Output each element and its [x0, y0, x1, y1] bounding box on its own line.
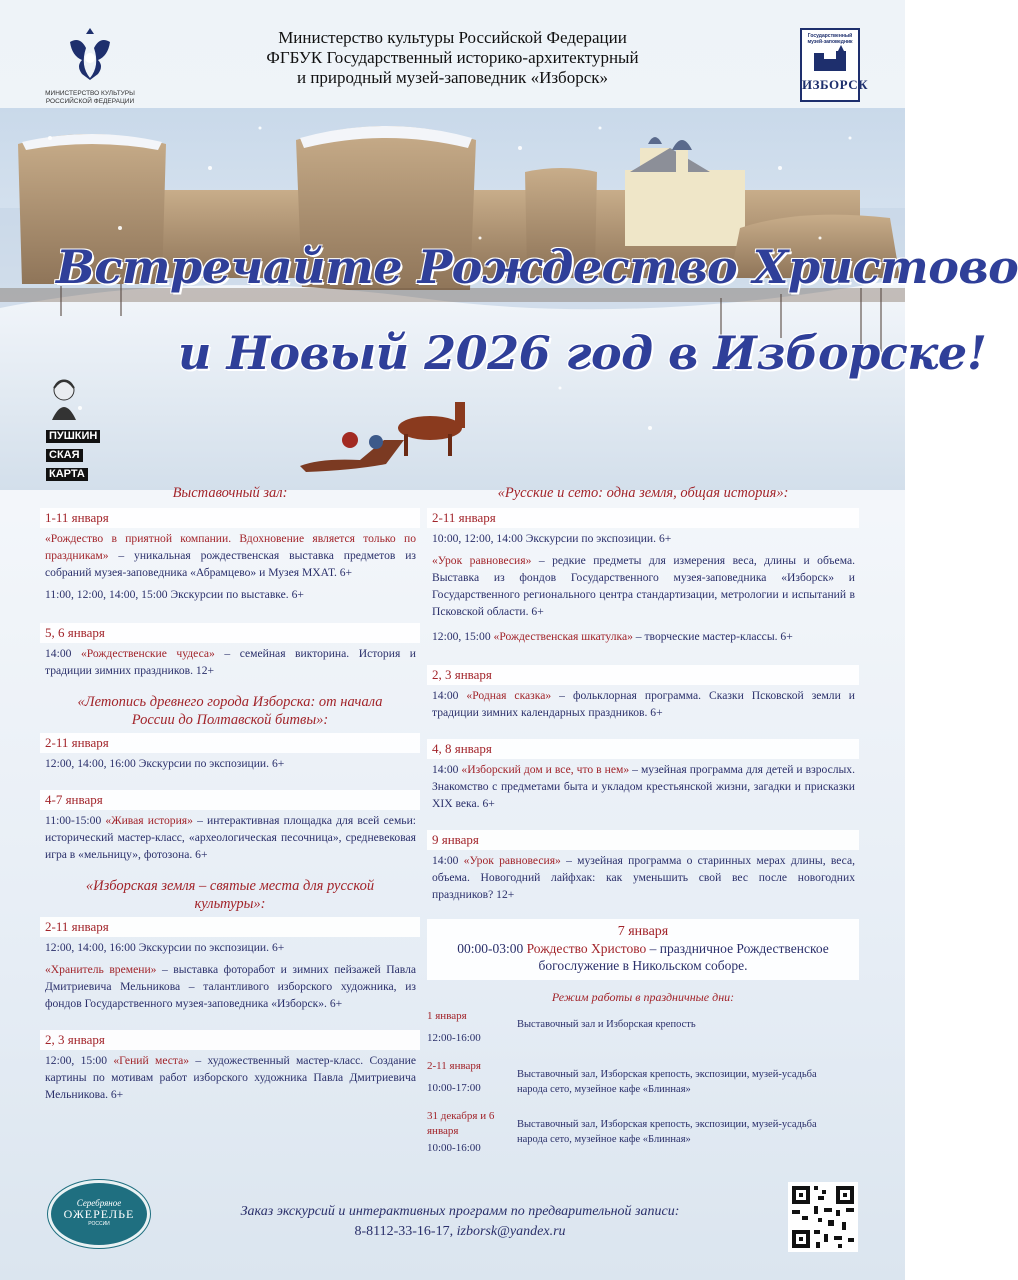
event-description	[40, 937, 420, 956]
ministry-logo	[40, 24, 140, 106]
pushkin-portrait-icon	[46, 376, 82, 420]
qr-code[interactable]	[788, 1182, 858, 1252]
event-description	[427, 850, 859, 903]
event-title: «Гений места»	[113, 1054, 190, 1067]
date-bar: 1-11 января	[40, 508, 420, 528]
event-description	[427, 685, 859, 721]
event-title: «Хранитель времени»	[45, 963, 157, 976]
event-time: 12:00, 15:00	[45, 1054, 114, 1067]
organization-name	[200, 28, 705, 88]
org-line: ФГБУК Государственный историко-архитектурный	[266, 48, 639, 67]
event-time: 14:00	[432, 763, 462, 776]
event-title: «Урок равновесия»	[463, 854, 561, 867]
event-time: 12:00, 15:00	[432, 630, 494, 643]
christmas-text: – праздничное Рождественское	[646, 941, 829, 956]
org-line: и природный музей-заповедник «Изборск»	[296, 68, 609, 87]
event-title: «Рождество в приятной компании. Вдохновение является только по праздникам»	[45, 532, 416, 562]
date-bar: 9 января	[427, 830, 859, 850]
hours-date-label: 31 декабря и 6 января	[427, 1110, 495, 1137]
event-description	[427, 759, 859, 812]
event-text: – уникальная рождественская выставка предметов из собраний музея-заповедника «Абрамцево» и Музея МХАТ. 6+	[45, 549, 416, 579]
ministry-caption-line: РОССИЙСКОЙ ФЕДЕРАЦИИ	[45, 98, 135, 105]
event-title: «Родная сказка»	[466, 689, 552, 702]
date-bar: 2, 3 января	[40, 1030, 420, 1050]
date-bar: 5, 6 января	[40, 623, 420, 643]
hours-time: 10:00-17:00	[427, 1082, 481, 1094]
christmas-title: Рождество Христово	[526, 941, 647, 956]
date-bar: 4-7 января	[40, 790, 420, 810]
pushkin-card-word: КАРТА	[46, 468, 88, 481]
hours-date	[427, 1059, 512, 1096]
event-description	[40, 584, 420, 603]
hours-date-label: 2-11 января	[427, 1060, 481, 1072]
event-description	[40, 753, 420, 772]
footer	[0, 1180, 905, 1280]
event-text: – выставка фоторабот и зимних пейзажей Павла Дмитриевича Мельникова – талантливого изборского художника, из фондов Государственного музея-заповедника «Изборск». 6+	[45, 963, 417, 1010]
event-text: – творческие мастер-классы. 6+	[632, 630, 793, 643]
event-text: – семейная викторина. История и традиции зимних праздников. 12+	[45, 647, 417, 677]
event-description	[40, 528, 420, 581]
event-title: «Живая история»	[105, 814, 193, 827]
event-text: 12:00, 14:00, 16:00 Экскурсии по экспозиции. 6+	[45, 941, 285, 954]
museum-logo	[800, 28, 869, 102]
event-description	[40, 810, 420, 863]
christmas-text: богослужение в Никольском соборе.	[538, 958, 748, 973]
headline-line-1: Встречайте Рождество Христово	[56, 240, 1018, 294]
event-time: 14:00	[432, 854, 464, 867]
event-description	[427, 550, 859, 620]
pushkin-card-word: СКАЯ	[46, 449, 83, 462]
event-text: – музейная программа о старинных мерах длины, веса, объема. Новогодний лайфхак: как уменьшить свой вес после новогодних праздников? 12+	[432, 854, 856, 901]
seal-line: РОССИИ	[88, 1221, 110, 1227]
event-text: – интерактивная площадка для всей семьи: исторический мастер-класс, «археологическая песочница», средневековая игра в «мельницу», фотозона. 6+	[45, 814, 416, 861]
event-time: 14:00	[45, 647, 81, 660]
org-line: Министерство культуры Российской Федерации	[278, 28, 627, 47]
hours-description: Выставочный зал, Изборская крепость, экспозиции, музей-усадьба народа сето, музейное кафе «Блинная»	[517, 1119, 817, 1145]
event-time: 11:00-15:00	[45, 814, 106, 827]
pushkin-card-word: ПУШКИН	[46, 430, 100, 443]
event-description	[40, 959, 420, 1012]
hours-time: 12:00-16:00	[427, 1032, 481, 1044]
contacts	[170, 1202, 750, 1242]
program-section	[40, 693, 420, 863]
event-description	[40, 643, 420, 679]
event-text: – музейная программа для детей и взрослых. Знакомство с предметами быта и укладом крестьянской жизни, загадки и присказки XIX века. 6+	[432, 763, 855, 810]
silver-necklace-logo	[48, 1180, 150, 1248]
holiday-hours-title: Режим работы в праздничные дни:	[551, 990, 735, 1004]
date-bar: 2-11 января	[427, 508, 859, 528]
qr-code-icon	[788, 1182, 858, 1252]
eagle-emblem-icon	[64, 24, 116, 84]
hours-description: Выставочный зал, Изборская крепость, экспозиции, музей-усадьба народа сето, музейное кафе «Блинная»	[517, 1069, 817, 1095]
event-time: 14:00	[432, 689, 467, 702]
seal-line: ОЖЕРЕЛЬЕ	[63, 1207, 135, 1221]
section-title: «Русские и сето: одна земля, общая история»:	[497, 485, 789, 501]
event-description	[40, 1050, 420, 1103]
event-title: «Урок равновесия»	[432, 554, 532, 567]
museum-logo-caption: Государственный	[807, 33, 853, 39]
christmas-time: 00:00-03:00	[457, 941, 524, 956]
museum-logo-caption: музей-заповедник	[807, 39, 853, 45]
christmas-description	[427, 940, 859, 974]
section-title: «Изборская земля – святые места для русской культуры»:	[85, 878, 375, 912]
program-section	[427, 484, 859, 903]
event-text: 10:00, 12:00, 14:00 Экскурсии по экспозиции. 6+	[432, 532, 672, 545]
contacts-note: Заказ экскурсий и интерактивных программ по предварительной записи:	[240, 1204, 680, 1219]
holiday-hours-row	[427, 1059, 859, 1105]
header	[0, 0, 905, 110]
event-title: «Рождественские чудеса»	[80, 647, 215, 660]
event-description	[427, 528, 859, 547]
section-title: Выставочный зал:	[172, 485, 288, 501]
event-title: «Рождественская шкатулка»	[493, 630, 633, 643]
ministry-caption-line: МИНИСТЕРСТВО КУЛЬТУРЫ	[45, 90, 135, 97]
event-description	[427, 626, 859, 645]
holiday-hours-row	[427, 1109, 859, 1155]
holiday-hours-row	[427, 1009, 859, 1055]
program-section	[40, 877, 420, 1103]
phone-number[interactable]: 8-8112-33-16-17,	[354, 1224, 454, 1239]
hours-date	[427, 1009, 512, 1046]
right-column	[427, 484, 859, 1155]
event-text: – редкие предметы для измерения веса, длины и объема. Выставка из фондов Государственного музея-заповедника «Изборск» и Государственного регионального центра стандартизации, метрологии и испытаний в Псковской области. 6+	[432, 554, 855, 618]
hours-date-label: 1 января	[427, 1010, 467, 1022]
fortress-logo-icon	[810, 45, 850, 71]
event-text: 12:00, 14:00, 16:00 Экскурсии по экспозиции. 6+	[45, 757, 285, 770]
event-text: – фольклорная программа. Сказки Псковской земли и традиции зимних календарных праздников. 6+	[432, 689, 855, 719]
hours-description: Выставочный зал и Изборская крепость	[517, 1019, 696, 1030]
left-column	[40, 484, 420, 1103]
hours-time: 10:00-16:00	[427, 1142, 481, 1154]
date-bar: 4, 8 января	[427, 739, 859, 759]
christmas-service-box	[427, 919, 859, 980]
event-text: – художественный мастер-класс. Создание картины по мотивам работ изборского художника Павла Дмитриевича Мельникова. 6+	[45, 1054, 417, 1101]
christmas-date: 7 января	[617, 924, 669, 939]
event-title: «Изборский дом и все, что в нем»	[461, 763, 630, 776]
hours-date	[427, 1109, 512, 1156]
date-bar: 2-11 января	[40, 917, 420, 937]
date-bar: 2-11 января	[40, 733, 420, 753]
email-link[interactable]: izborsk@yandex.ru	[456, 1224, 566, 1239]
event-text: 11:00, 12:00, 14:00, 15:00 Экскурсии по выставке. 6+	[45, 588, 304, 601]
seal-line: Серебряное	[76, 1198, 122, 1208]
headline-line-2: и Новый 2026 год в Изборске!	[178, 326, 987, 380]
pushkin-card-logo	[46, 376, 142, 481]
program-section	[40, 484, 420, 679]
museum-logo-word: ИЗБОРСК	[802, 77, 869, 92]
section-title: «Летопись древнего города Изборска: от начала России до Полтавской битвы»:	[77, 694, 383, 728]
date-bar: 2, 3 января	[427, 665, 859, 685]
